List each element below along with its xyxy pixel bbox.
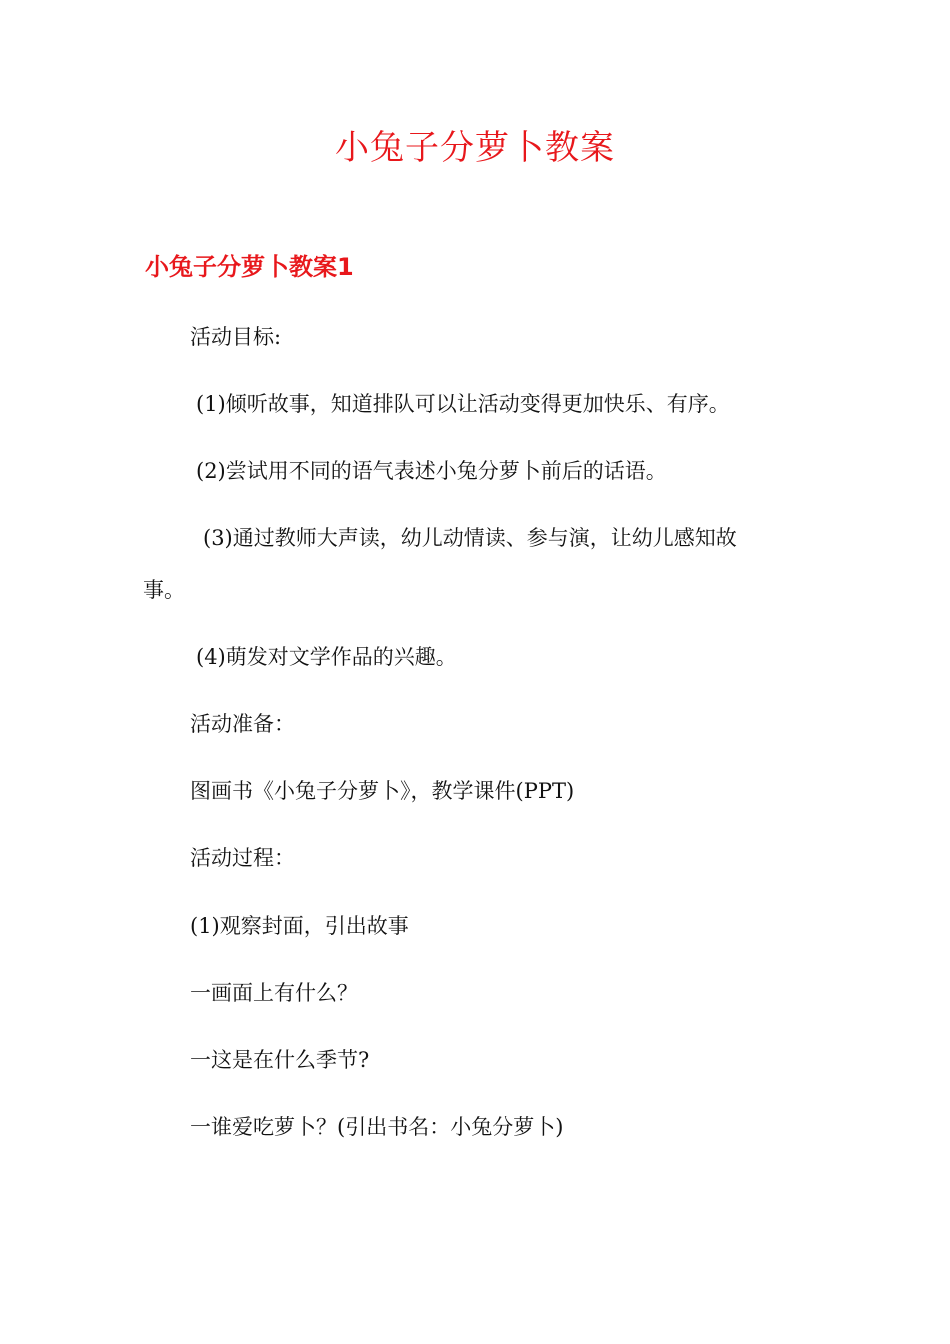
paragraph-activity-goals: 活动目标:: [190, 325, 282, 349]
paragraph-question-3: 一谁爱吃萝卜？(引出书名：小兔分萝卜): [190, 1115, 564, 1139]
paragraph-goal-4: (4)萌发对文学作品的兴趣。: [196, 645, 457, 669]
paragraph-goal-3: (3)通过教师大声读，幼儿动情读、参与演，让幼儿感知故: [203, 526, 737, 550]
paragraph-question-2: 一这是在什么季节?: [190, 1048, 370, 1072]
paragraph-question-1: 一画面上有什么？: [190, 981, 358, 1005]
paragraph-goal-1: (1)倾听故事，知道排队可以让活动变得更加快乐、有序。: [196, 392, 730, 416]
paragraph-materials: 图画书《小兔子分萝卜》，教学课件(PPT): [190, 779, 575, 803]
paragraph-goal-2: (2)尝试用不同的语气表述小兔分萝卜前后的话语。: [196, 459, 667, 483]
section-heading: 小兔子分萝卜教案1: [145, 253, 354, 281]
paragraph-activity-preparation: 活动准备：: [190, 712, 295, 736]
paragraph-step-1: (1)观察封面，引出故事: [190, 914, 409, 938]
paragraph-goal-3-continued: 事。: [143, 578, 185, 602]
document-title: 小兔子分萝卜教案: [335, 128, 615, 168]
paragraph-activity-process: 活动过程：: [190, 846, 295, 870]
